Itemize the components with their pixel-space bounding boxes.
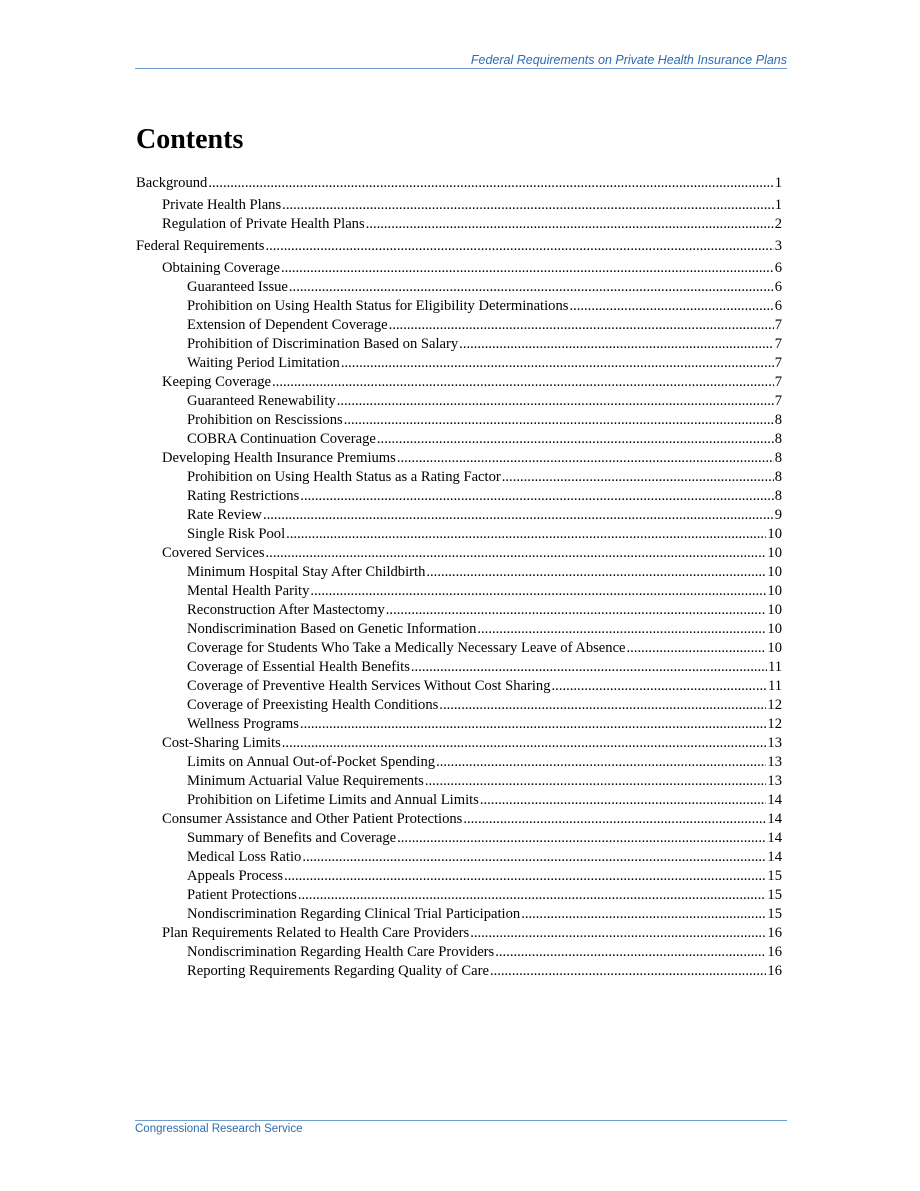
toc-dot-leader — [459, 335, 774, 354]
toc-dot-leader — [208, 174, 773, 193]
toc-entry-title: Federal Requirements — [136, 238, 265, 254]
toc-entry[interactable] — [136, 316, 782, 335]
toc-entry-title: Covered Services — [162, 545, 265, 561]
toc-entry[interactable] — [136, 715, 782, 734]
toc-entry-title: Nondiscrimination Regarding Clinical Trial Participation — [187, 906, 521, 922]
toc-entry-title: Coverage for Students Who Take a Medically Necessary Leave of Absence — [187, 640, 626, 656]
toc-dot-leader — [302, 848, 766, 867]
toc-entry-page: 16 — [767, 944, 782, 960]
toc-entry-title: Obtaining Coverage — [162, 260, 280, 276]
toc-entry[interactable] — [136, 237, 782, 256]
toc-dot-leader — [298, 886, 767, 905]
toc-entry[interactable] — [136, 829, 782, 848]
toc-entry-title: Prohibition of Discrimination Based on Salary — [187, 336, 459, 352]
toc-entry-page: 12 — [767, 716, 782, 732]
toc-entry-title: Reporting Requirements Regarding Quality of Care — [187, 963, 489, 979]
toc-entry-title: Summary of Benefits and Coverage — [187, 830, 397, 846]
toc-dot-leader — [337, 392, 774, 411]
toc-dot-leader — [377, 430, 774, 449]
toc-entry[interactable] — [136, 430, 782, 449]
header-rule — [135, 68, 787, 69]
toc-entry[interactable] — [136, 544, 782, 563]
toc-entry-page: 13 — [767, 754, 782, 770]
toc-entry-title: Minimum Actuarial Value Requirements — [187, 773, 424, 789]
toc-entry[interactable] — [136, 772, 782, 791]
toc-dot-leader — [569, 297, 773, 316]
toc-entry-page: 7 — [774, 336, 782, 352]
toc-dot-leader — [411, 658, 767, 677]
toc-entry-page: 14 — [767, 849, 782, 865]
toc-dot-leader — [552, 677, 767, 696]
toc-dot-leader — [397, 449, 774, 468]
toc-dot-leader — [397, 829, 766, 848]
toc-entry-page: 8 — [774, 488, 782, 504]
footer-organization: Congressional Research Service — [135, 1123, 303, 1135]
toc-entry-title: Private Health Plans — [162, 197, 282, 213]
toc-dot-leader — [502, 468, 774, 487]
toc-entry-title: Prohibition on Using Health Status for Eligibility Determinations — [187, 298, 569, 314]
toc-entry[interactable] — [136, 392, 782, 411]
toc-dot-leader — [463, 810, 766, 829]
toc-entry[interactable] — [136, 506, 782, 525]
toc-entry-page: 6 — [774, 279, 782, 295]
toc-entry-page: 11 — [767, 678, 782, 694]
toc-entry-page: 14 — [767, 811, 782, 827]
toc-entry[interactable] — [136, 354, 782, 373]
toc-entry-title: Coverage of Preexisting Health Conditions — [187, 697, 439, 713]
toc-dot-leader — [289, 278, 774, 297]
toc-entry-title: Minimum Hospital Stay After Childbirth — [187, 564, 426, 580]
toc-entry[interactable] — [136, 810, 782, 829]
toc-entry[interactable] — [136, 677, 782, 696]
toc-entry-title: Limits on Annual Out-of-Pocket Spending — [187, 754, 436, 770]
toc-entry-page: 8 — [774, 412, 782, 428]
toc-entry-title: Prohibition on Lifetime Limits and Annual Limits — [187, 792, 479, 808]
toc-entry[interactable] — [136, 196, 782, 215]
toc-entry-title: Medical Loss Ratio — [187, 849, 302, 865]
toc-entry[interactable] — [136, 563, 782, 582]
toc-entry[interactable] — [136, 696, 782, 715]
toc-entry[interactable] — [136, 215, 782, 234]
toc-entry-title: Background — [136, 175, 208, 191]
toc-dot-leader — [272, 373, 774, 392]
toc-dot-leader — [386, 601, 767, 620]
toc-dot-leader — [470, 924, 766, 943]
toc-entry[interactable] — [136, 639, 782, 658]
toc-entry-page: 1 — [774, 197, 782, 213]
contents-heading: Contents — [136, 124, 244, 155]
toc-entry-page: 7 — [774, 374, 782, 390]
toc-dot-leader — [341, 354, 774, 373]
toc-entry-page: 16 — [767, 925, 782, 941]
toc-entry-page: 14 — [767, 792, 782, 808]
toc-entry[interactable] — [136, 924, 782, 943]
toc-entry-page: 12 — [767, 697, 782, 713]
toc-entry-page: 6 — [774, 260, 782, 276]
toc-entry-page: 10 — [767, 545, 782, 561]
toc-entry-title: Coverage of Preventive Health Services Without Cost Sharing — [187, 678, 551, 694]
toc-entry-page: 11 — [767, 659, 782, 675]
toc-entry-page: 13 — [767, 735, 782, 751]
footer-rule — [135, 1120, 787, 1121]
toc-dot-leader — [480, 791, 767, 810]
toc-entry[interactable] — [136, 753, 782, 772]
toc-entry-title: Regulation of Private Health Plans — [162, 216, 365, 232]
toc-entry[interactable] — [136, 259, 782, 278]
toc-entry[interactable] — [136, 411, 782, 430]
toc-dot-leader — [495, 943, 766, 962]
toc-entry-title: Waiting Period Limitation — [187, 355, 340, 371]
toc-entry[interactable] — [136, 867, 782, 886]
toc-entry-title: Nondiscrimination Based on Genetic Information — [187, 621, 477, 637]
toc-entry-title: Developing Health Insurance Premiums — [162, 450, 396, 466]
toc-entry[interactable] — [136, 525, 782, 544]
toc-entry-page: 8 — [774, 450, 782, 466]
toc-dot-leader — [490, 962, 766, 981]
toc-dot-leader — [521, 905, 766, 924]
toc-dot-leader — [627, 639, 767, 658]
toc-entry-page: 3 — [774, 238, 782, 254]
toc-entry[interactable] — [136, 487, 782, 506]
toc-entry-page: 9 — [774, 507, 782, 523]
running-header: Federal Requirements on Private Health Insurance Plans — [470, 53, 787, 67]
toc-entry[interactable] — [136, 449, 782, 468]
toc-entry[interactable] — [136, 620, 782, 639]
toc-entry-title: Nondiscrimination Regarding Health Care Providers — [187, 944, 495, 960]
toc-entry[interactable] — [136, 297, 782, 316]
toc-entry-title: Coverage of Essential Health Benefits — [187, 659, 410, 675]
toc-entry-title: Guaranteed Renewability — [187, 393, 336, 409]
toc-dot-leader — [477, 620, 766, 639]
toc-entry[interactable] — [136, 278, 782, 297]
toc-entry-title: Keeping Coverage — [162, 374, 272, 390]
toc-entry-page: 1 — [774, 175, 782, 191]
toc-entry[interactable] — [136, 373, 782, 392]
toc-dot-leader — [281, 259, 774, 278]
toc-entry-title: Prohibition on Rescissions — [187, 412, 343, 428]
toc-dot-leader — [265, 237, 773, 256]
toc-entry-page: 13 — [767, 773, 782, 789]
toc-entry-page: 10 — [767, 583, 782, 599]
toc-entry-page: 14 — [767, 830, 782, 846]
toc-entry-page: 6 — [774, 298, 782, 314]
toc-entry-page: 10 — [767, 602, 782, 618]
toc-entry-title: Patient Protections — [187, 887, 297, 903]
toc-dot-leader — [425, 772, 767, 791]
toc-dot-leader — [266, 544, 767, 563]
toc-dot-leader — [263, 506, 774, 525]
toc-entry-title: Guaranteed Issue — [187, 279, 288, 295]
toc-entry-page: 15 — [767, 906, 782, 922]
toc-entry[interactable] — [136, 791, 782, 810]
toc-entry-page: 7 — [774, 317, 782, 333]
toc-entry[interactable] — [136, 848, 782, 867]
toc-dot-leader — [284, 867, 766, 886]
toc-entry[interactable] — [136, 943, 782, 962]
table-of-contents — [136, 174, 782, 981]
toc-entry[interactable] — [136, 734, 782, 753]
toc-entry[interactable] — [136, 658, 782, 677]
toc-entry-page: 10 — [767, 526, 782, 542]
toc-entry[interactable] — [136, 468, 782, 487]
toc-entry-title: Appeals Process — [187, 868, 284, 884]
toc-entry-title: COBRA Continuation Coverage — [187, 431, 376, 447]
toc-entry-page: 7 — [774, 393, 782, 409]
toc-entry-title: Single Risk Pool — [187, 526, 286, 542]
toc-entry[interactable] — [136, 905, 782, 924]
toc-entry-page: 15 — [767, 868, 782, 884]
toc-entry[interactable] — [136, 335, 782, 354]
toc-entry[interactable] — [136, 886, 782, 905]
toc-dot-leader — [300, 487, 773, 506]
toc-dot-leader — [366, 215, 774, 234]
toc-entry-page: 8 — [774, 469, 782, 485]
toc-entry-title: Rate Review — [187, 507, 262, 523]
toc-entry-title: Rating Restrictions — [187, 488, 300, 504]
toc-dot-leader — [282, 734, 767, 753]
toc-dot-leader — [389, 316, 774, 335]
toc-entry-title: Reconstruction After Mastectomy — [187, 602, 385, 618]
toc-dot-leader — [344, 411, 774, 430]
toc-entry[interactable] — [136, 962, 782, 981]
toc-entry-page: 16 — [767, 963, 782, 979]
toc-dot-leader — [282, 196, 774, 215]
toc-dot-leader — [439, 696, 766, 715]
toc-entry[interactable] — [136, 601, 782, 620]
toc-entry-title: Cost-Sharing Limits — [162, 735, 281, 751]
toc-entry[interactable] — [136, 582, 782, 601]
toc-entry-title: Wellness Programs — [187, 716, 299, 732]
toc-dot-leader — [300, 715, 766, 734]
toc-entry-title: Prohibition on Using Health Status as a Rating Factor — [187, 469, 501, 485]
toc-entry[interactable] — [136, 174, 782, 193]
toc-dot-leader — [310, 582, 766, 601]
toc-dot-leader — [436, 753, 766, 772]
toc-entry-title: Plan Requirements Related to Health Care Providers — [162, 925, 470, 941]
toc-entry-title: Consumer Assistance and Other Patient Protections — [162, 811, 463, 827]
toc-entry-page: 8 — [774, 431, 782, 447]
toc-entry-title: Mental Health Parity — [187, 583, 310, 599]
toc-dot-leader — [286, 525, 766, 544]
toc-entry-page: 10 — [767, 621, 782, 637]
toc-entry-page: 10 — [767, 640, 782, 656]
toc-entry-page: 2 — [774, 216, 782, 232]
toc-entry-page: 15 — [767, 887, 782, 903]
toc-entry-page: 7 — [774, 355, 782, 371]
toc-entry-title: Extension of Dependent Coverage — [187, 317, 388, 333]
toc-dot-leader — [426, 563, 766, 582]
toc-entry-page: 10 — [767, 564, 782, 580]
